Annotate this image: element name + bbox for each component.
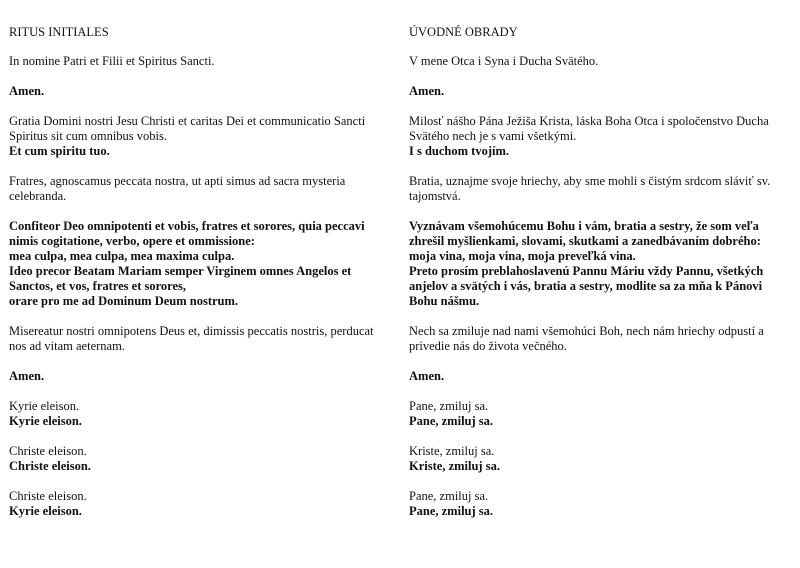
right-block	[409, 174, 793, 204]
response-line: Et cum spiritu tuo.	[9, 144, 110, 158]
response-line: Amen.	[9, 84, 45, 98]
left-block	[9, 84, 374, 99]
prayer-line: Kriste, zmiluj sa.	[409, 444, 495, 458]
left-block	[9, 54, 374, 69]
latin-column	[9, 25, 374, 534]
right-block	[409, 489, 793, 519]
latin-text-blocks	[9, 54, 374, 519]
prayer-line: Misereatur nostri omnipotens Deus et, dimissis peccatis nostris, perducat nos ad vitam aeternam.	[9, 324, 374, 353]
response-line: Vyznávam všemohúcemu Bohu i vám, bratia a sestry, že som veľa zhrešil myšlienkami, slovami, skutkami a zanedbávaním dobrého:	[409, 219, 761, 248]
response-line: Amen.	[409, 369, 445, 383]
slovak-text-blocks	[409, 54, 793, 519]
prayer-line: Bratia, uznajme svoje hriechy, aby sme mohli s čistým srdcom sláviť sv. tajomstvá.	[409, 174, 771, 203]
right-block	[409, 324, 793, 354]
left-block	[9, 399, 374, 429]
left-block	[9, 444, 374, 474]
response-line: Kriste, zmiluj sa.	[409, 459, 500, 473]
response-line: Amen.	[9, 369, 45, 383]
response-line: orare pro me ad Dominum Deum nostrum.	[9, 294, 239, 308]
response-line: Amen.	[409, 84, 445, 98]
left-block	[9, 324, 374, 354]
response-line: Christe eleison.	[9, 459, 91, 473]
left-block	[9, 369, 374, 384]
right-block	[409, 219, 793, 309]
prayer-line: Christe eleison.	[9, 444, 87, 458]
right-block	[409, 54, 793, 69]
prayer-line: Pane, zmiluj sa.	[409, 399, 489, 413]
right-block	[409, 369, 793, 384]
prayer-line: Nech sa zmiluje nad nami všemohúci Boh, nech nám hriechy odpustí a privedie nás do života večného.	[409, 324, 764, 353]
response-line: Ideo precor Beatam Mariam semper Virginem omnes Angelos et Sanctos, et vos, fratres et sorores,	[9, 264, 352, 293]
left-block	[9, 174, 374, 204]
response-line: Pane, zmiluj sa.	[409, 504, 494, 518]
prayer-line: Christe eleison.	[9, 489, 87, 503]
right-block	[409, 399, 793, 429]
prayer-line: Milosť nášho Pána Ježiša Krista, láska Boha Otca i spoločenstvo Ducha Svätého nech je s vami všetkými.	[409, 114, 769, 143]
left-block	[9, 114, 374, 159]
response-line: I s duchom tvojím.	[409, 144, 510, 158]
response-line: Kyrie eleison.	[9, 504, 82, 518]
response-line: Pane, zmiluj sa.	[409, 414, 494, 428]
latin-column-title: RITUS INITIALES	[9, 25, 109, 39]
prayer-line: V mene Otca i Syna i Ducha Svätého.	[409, 54, 599, 68]
response-line: moja vina, moja vina, moja preveľká vina.	[409, 249, 636, 263]
prayer-line: Gratia Domini nostri Jesu Christi et caritas Dei et communicatio Sancti Spiritus sit cum omnibus vobis.	[9, 114, 366, 143]
response-line: Preto prosím preblahoslavenú Pannu Máriu vždy Pannu, všetkých anjelov a svätých i vás, bratia a sestry, modlite sa za mňa k Pánovi Bohu nášmu.	[409, 264, 764, 308]
slovak-column-title: ÚVODNÉ OBRADY	[409, 25, 518, 39]
left-block	[9, 219, 374, 309]
response-line: Kyrie eleison.	[9, 414, 82, 428]
right-block	[409, 84, 793, 99]
prayer-line: Fratres, agnoscamus peccata nostra, ut apti simus ad sacra mysteria celebranda.	[9, 174, 346, 203]
prayer-line: Kyrie eleison.	[9, 399, 80, 413]
right-block	[409, 444, 793, 474]
response-line: Confiteor Deo omnipotenti et vobis, fratres et sorores, quia peccavi nimis cogitatione, verbo, opere et ommissione:	[9, 219, 365, 248]
prayer-line: In nomine Patri et Filii et Spiritus Sancti.	[9, 54, 215, 68]
right-block	[409, 114, 793, 159]
response-line: mea culpa, mea culpa, mea maxima culpa.	[9, 249, 235, 263]
slovak-column	[409, 25, 793, 534]
prayer-line: Pane, zmiluj sa.	[409, 489, 489, 503]
left-block	[9, 489, 374, 519]
